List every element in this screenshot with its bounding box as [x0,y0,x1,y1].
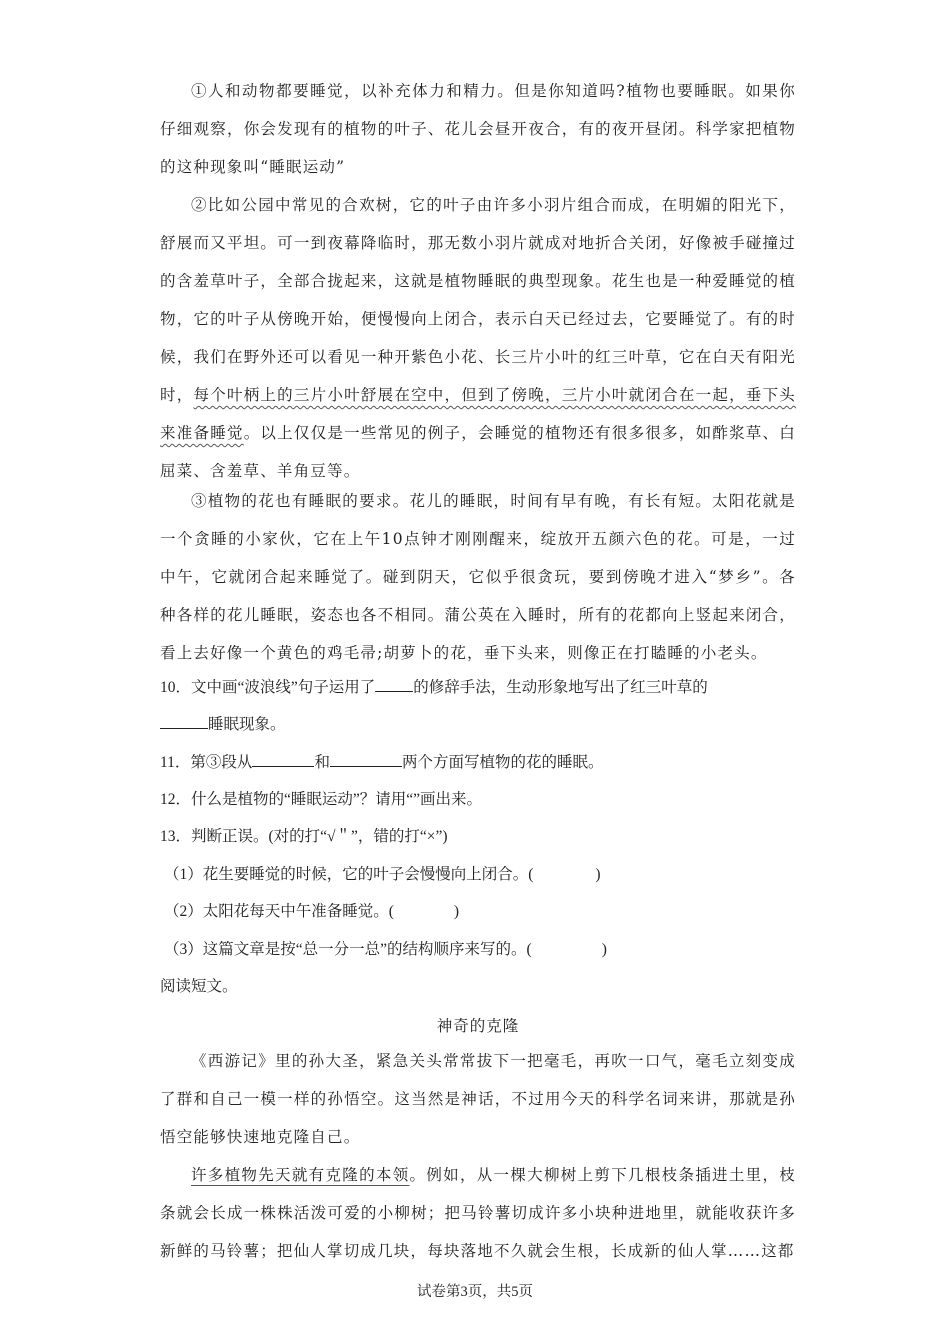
question-11 [160,744,603,782]
wavy-underlined-sentence: 每个叶柄上的三片小叶舒展在空中，但到了傍晚，三片小叶就闭合在一起，垂下头来准备睡觉 [160,386,797,442]
question-13-item-2 [164,893,459,931]
q10-blank-2[interactable] [160,706,208,729]
passage1-paragraph-2 [160,186,796,490]
passage1-paragraph-3 [160,482,796,672]
passage1-p3-text: ③植物的花也有睡眠的要求。花儿的睡眠，时间有早有晚，有长有短。太阳花就是一个贪睡的小家伙，它在上午10点钟才刚刚醒来，绽放开五颜六色的花。可是，一过中午，它就闭合起来睡觉了。碰到阴天，它似乎很贪玩，要到傍晚才进入“梦乡”。各种各样的花儿睡眠，姿态也各不相同。蒲公英在入睡时，所有的花都向上竖起来闭合，看上去好像一个黄色的鸡毛帚;胡萝卜的花，垂下头来，则像正在打瞌睡的小老头。 [160,492,796,662]
passage2-p2-text: 。例如，从一棵大柳树上剪下几根枝条插进土里，枝条就会长成一株株活泼可爱的小柳树；把马铃薯切成许多小块种进地里，就能收获许多新鲜的马铃薯；把仙人掌切成几块，每块落地不久就会生根，长成新的仙人掌……这都 [160,1166,796,1260]
question-13-item-1 [164,856,601,894]
passage2-p1-text: 《西游记》里的孙大圣，紧急关头常常拔下一把毫毛，再吹一口气，毫毛立刻变成了群和自己一模一样的孙悟空。这当然是神话，不过用今天的科学名词来讲，那就是孙悟空能够快速地克隆自己。 [160,1052,796,1146]
q13-3-text: （3）这篇文章是按“总一分一总”的结构顺序来写的。( [164,941,532,958]
q12-text: 12．什么是植物的“睡眠运动”？请用“”画出来。 [160,791,483,808]
underlined-sentence: 许多植物先天就有克隆的本领 [191,1166,410,1184]
question-13-item-3 [164,931,607,969]
question-10 [160,669,708,707]
q13-1-text: （1）花生要睡觉的时候，它的叶子会慢慢向上闭合。( [164,866,534,883]
passage2-title-text: 神奇的克隆 [436,1017,520,1035]
passage1-p2-text-end: 。以上仅仅是一些常见的例子，会睡觉的植物还有很多很多，如酢浆草、白屈菜、含羞草、羊角豆等。 [160,424,796,480]
q10-text: 10．文中画“波浪线”句子运用了 [160,679,376,696]
passage2-title [160,1007,796,1045]
q11-text-3: 两个方面写植物的花的睡眠。 [401,754,604,771]
page-number: 试卷第3页，共5页 [417,1284,533,1300]
read-instruction [160,968,238,1006]
q11-blank-2[interactable] [330,744,402,767]
passage2-paragraph-2 [160,1156,796,1270]
question-12 [160,781,482,819]
q11-blank-1[interactable] [252,744,314,767]
q13-2-close: ) [453,903,460,920]
q10-text-2: 的修辞手法，生动形象地写出了红三叶草的 [413,679,708,696]
passage1-p1-text: ①人和动物都要睡觉，以补充体力和精力。但是你知道吗?植物也要睡眠。如果你仔细观察，你会发现有的植物的叶子、花儿会昼开夜合，有的夜开昼闭。科学家把植物的这种现象叫“睡眠运动” [160,82,796,176]
passage1-p2-text: ②比如公园中常见的合欢树，它的叶子由许多小羽片组合而成，在明媚的阳光下，舒展而又平坦。可一到夜幕降临时，那无数小羽片就成对地折合关闭，好像被手碰撞过的含羞草叶子，全部合拢起来，这就是植物睡眠的典型现象。花生也是一种爱睡觉的植物，它的叶子从傍晚开始，便慢慢向上闭合，表示白天已经过去，它要睡觉了。有的时候，我们在野外还可以看见一种开紫色小花、长三片小叶的红三叶草，它在白天有阳光时， [160,196,796,404]
q13-1-close: ) [595,866,601,883]
q11-text-2: 和 [314,754,330,771]
passage2-paragraph-1 [160,1042,796,1156]
q10-text-3: 睡眠现象。 [208,716,286,733]
q13-3-close: ) [601,941,607,958]
q13-text: 13．判断正误。(对的打“√＂”，错的打“×”) [160,828,448,845]
question-10-line-2 [160,706,286,744]
q10-blank-1[interactable] [375,669,413,692]
read-text: 阅读短文。 [160,978,238,995]
question-13 [160,818,448,856]
q13-2-text: （2）太阳花每天中午准备睡觉。( [164,903,394,920]
q11-text: 11．第③段从 [160,754,253,771]
page-footer [0,1280,950,1301]
passage1-paragraph-1 [160,72,796,186]
